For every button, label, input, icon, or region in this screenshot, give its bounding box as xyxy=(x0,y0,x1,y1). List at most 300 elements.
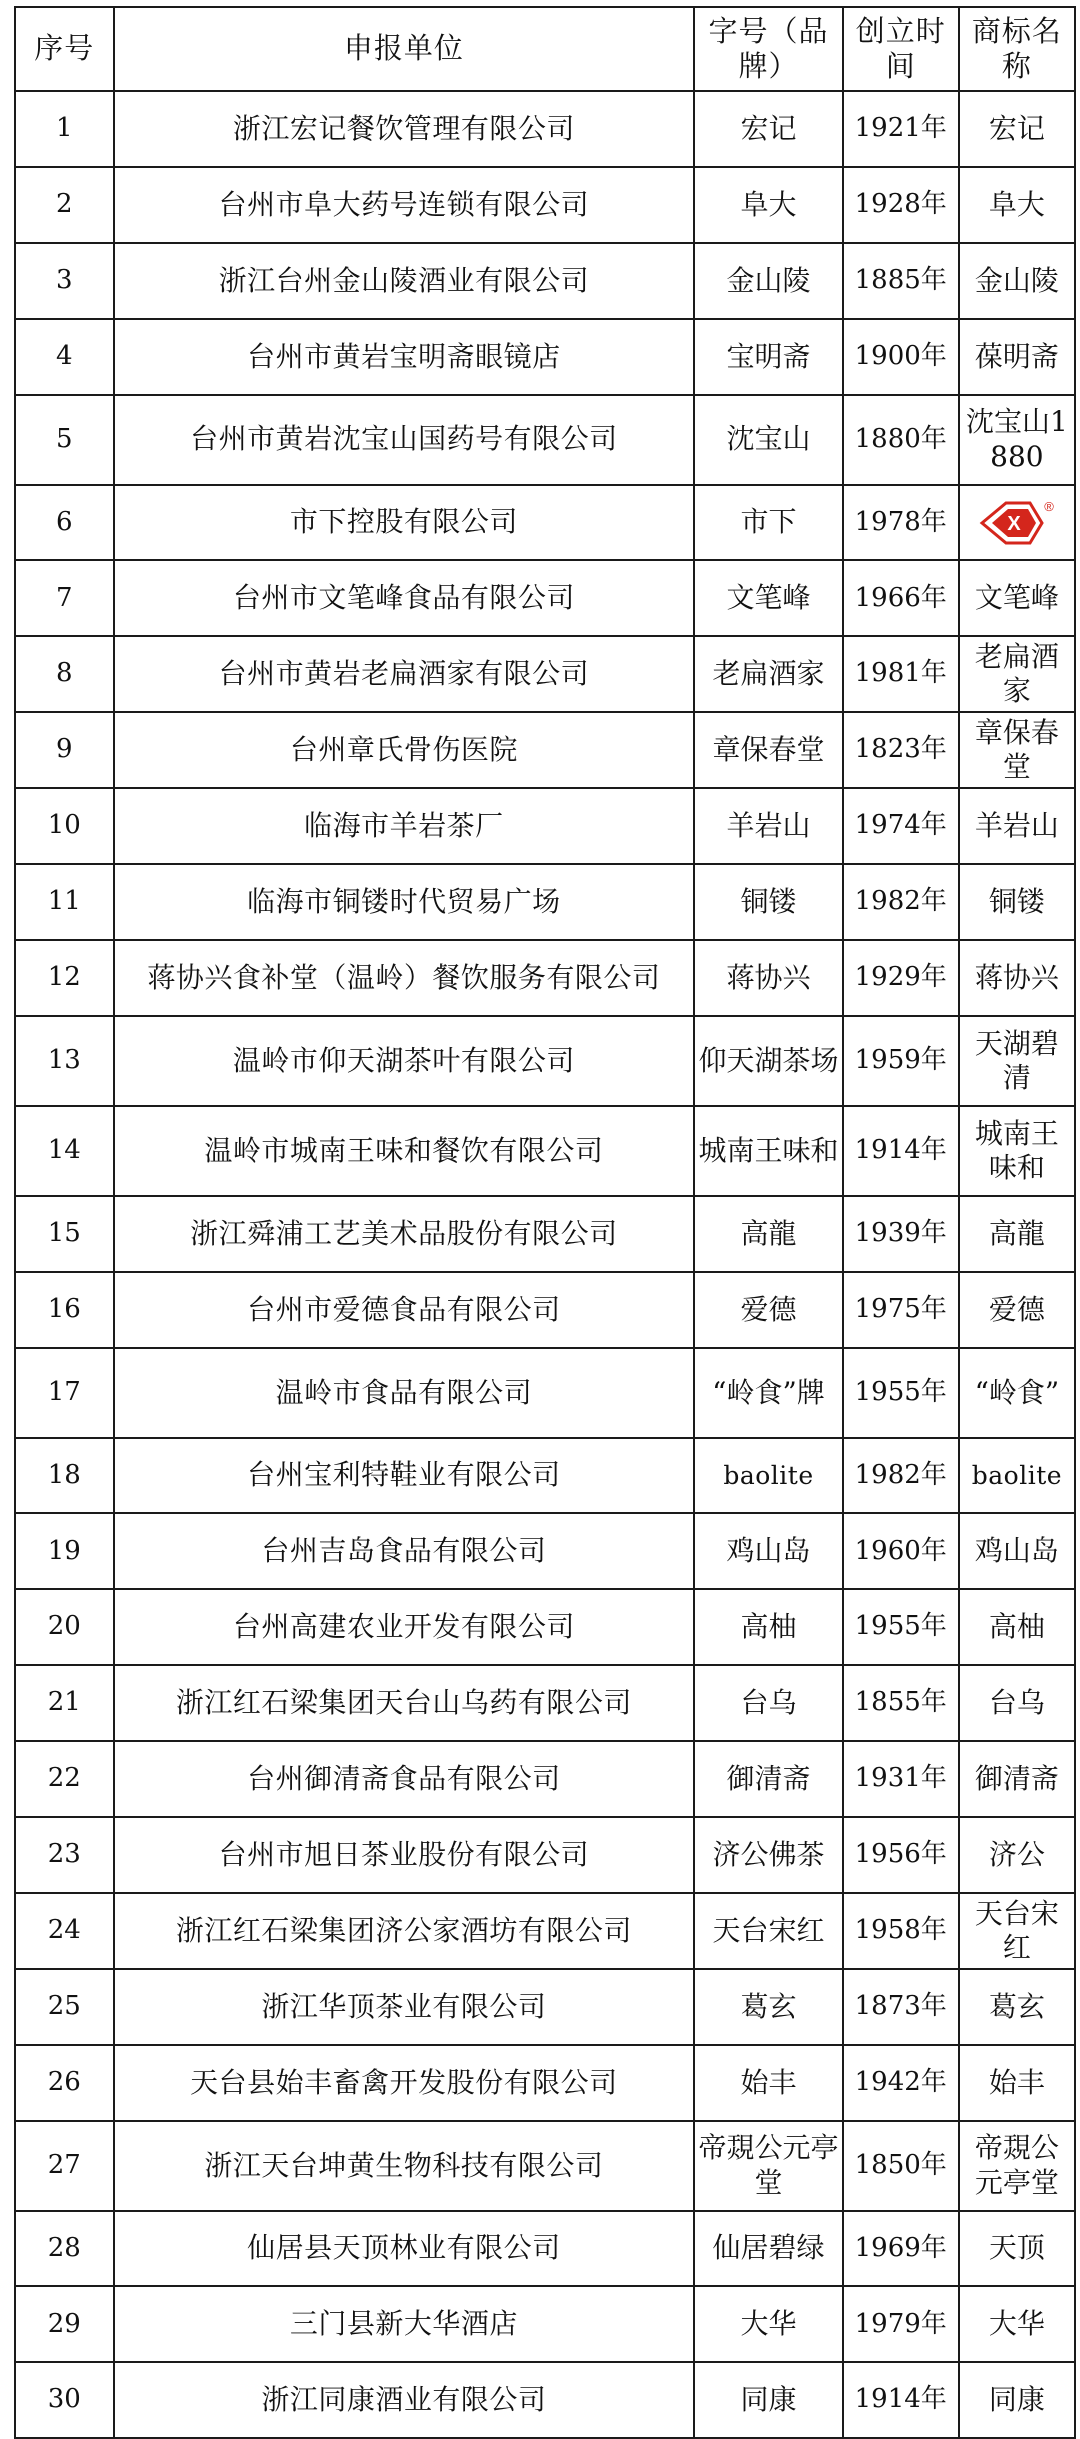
row-founded-year xyxy=(843,395,959,485)
row-brand-text: 阜大 xyxy=(740,187,797,221)
row-index-text: 9 xyxy=(55,734,73,765)
row-index-text: 2 xyxy=(55,188,73,219)
row-brand-text: 葛玄 xyxy=(740,1989,797,2023)
row-founded-year-text: 1855年 xyxy=(854,1687,947,1718)
table-row xyxy=(15,2045,1075,2121)
row-trademark-text: 阜大 xyxy=(988,187,1045,221)
row-unit-name xyxy=(114,2362,695,2438)
row-trademark xyxy=(959,2362,1075,2438)
row-index-text: 23 xyxy=(47,1839,81,1870)
row-brand xyxy=(694,712,842,788)
row-index xyxy=(15,2211,114,2287)
row-brand-text: 沈宝山 xyxy=(726,422,811,456)
row-trademark xyxy=(959,1272,1075,1348)
row-index xyxy=(15,864,114,940)
row-brand-text: 城南王味和 xyxy=(698,1133,839,1167)
row-founded-year-text: 1880年 xyxy=(854,423,947,454)
row-brand xyxy=(694,1513,842,1589)
row-brand-text: 仰天湖茶场 xyxy=(698,1043,839,1077)
row-unit-name-text: 浙江同康酒业有限公司 xyxy=(261,2383,547,2417)
row-brand-text: 羊岩山 xyxy=(726,808,811,842)
row-unit-name-text: 蒋协兴食补堂（温岭）餐饮服务有限公司 xyxy=(147,960,661,994)
row-index xyxy=(15,1589,114,1665)
row-index xyxy=(15,1893,114,1969)
table-row xyxy=(15,2286,1075,2362)
row-brand xyxy=(694,395,842,485)
row-brand-text: 鸡山岛 xyxy=(726,1534,811,1568)
row-unit-name-text: 浙江台州金山陵酒业有限公司 xyxy=(218,263,590,297)
row-founded-year-text: 1982年 xyxy=(854,1459,947,1490)
row-index xyxy=(15,2121,114,2211)
row-index xyxy=(15,243,114,319)
row-trademark xyxy=(959,636,1075,712)
heritage-brand-table-container xyxy=(14,6,1076,2417)
row-index xyxy=(15,940,114,1016)
row-trademark-text: 天台宋红 xyxy=(974,1896,1059,1964)
row-brand xyxy=(694,1969,842,2045)
row-founded-year xyxy=(843,1817,959,1893)
row-index-text: 16 xyxy=(47,1293,81,1324)
row-trademark xyxy=(959,560,1075,636)
row-index-text: 19 xyxy=(47,1535,81,1566)
row-founded-year xyxy=(843,485,959,561)
row-unit-name xyxy=(114,2045,695,2121)
row-brand xyxy=(694,2362,842,2438)
header-unit: 申报单位 xyxy=(114,7,695,91)
row-brand xyxy=(694,940,842,1016)
row-founded-year-text: 1939年 xyxy=(854,1217,947,1248)
row-brand-text: 宏记 xyxy=(740,111,797,145)
row-founded-year-text: 1981年 xyxy=(854,658,947,689)
row-brand xyxy=(694,2211,842,2287)
row-unit-name-text: 天台县始丰畜禽开发股份有限公司 xyxy=(190,2065,618,2099)
row-unit-name xyxy=(114,864,695,940)
row-founded-year-text: 1966年 xyxy=(854,582,947,613)
row-index-text: 7 xyxy=(55,582,73,613)
row-brand-text: 天台宋红 xyxy=(712,1913,825,1947)
row-founded-year xyxy=(843,2045,959,2121)
table-row xyxy=(15,2211,1075,2287)
row-index xyxy=(15,2286,114,2362)
row-founded-year xyxy=(843,1665,959,1741)
row-trademark-text: baolite xyxy=(971,1461,1063,1491)
row-trademark-text: 宏记 xyxy=(988,111,1045,145)
row-index-text: 1 xyxy=(55,113,73,144)
row-founded-year xyxy=(843,712,959,788)
row-brand xyxy=(694,1272,842,1348)
row-trademark-text: 铜镂 xyxy=(988,884,1045,918)
row-unit-name-text: 浙江红石梁集团济公家酒坊有限公司 xyxy=(175,1913,632,1947)
row-founded-year-text: 1929年 xyxy=(854,961,947,992)
row-founded-year xyxy=(843,788,959,864)
row-index xyxy=(15,485,114,561)
row-founded-year-text: 1942年 xyxy=(854,2066,947,2097)
row-index-text: 30 xyxy=(47,2384,81,2415)
row-index-text: 15 xyxy=(47,1217,81,1248)
row-founded-year xyxy=(843,1969,959,2045)
header-brand: 字号（品牌） xyxy=(694,7,842,91)
row-founded-year xyxy=(843,1106,959,1196)
row-founded-year xyxy=(843,319,959,395)
row-trademark xyxy=(959,864,1075,940)
row-trademark xyxy=(959,167,1075,243)
row-brand xyxy=(694,91,842,167)
row-brand-text: 宝明斋 xyxy=(726,339,811,373)
row-trademark-text: 爱德 xyxy=(988,1292,1045,1326)
row-unit-name-text: 浙江宏记餐饮管理有限公司 xyxy=(232,111,575,145)
row-unit-name-text: 台州御清斋食品有限公司 xyxy=(247,1762,561,1795)
row-index xyxy=(15,2362,114,2438)
row-trademark xyxy=(959,2286,1075,2362)
row-trademark-text: 羊岩山 xyxy=(974,808,1059,842)
row-unit-name-text: 三门县新大华酒店 xyxy=(289,2307,518,2341)
table-row xyxy=(15,319,1075,395)
logo-registered-mark: ® xyxy=(1044,498,1054,514)
table-row xyxy=(15,788,1075,864)
row-trademark xyxy=(959,1665,1075,1741)
table-row xyxy=(15,1893,1075,1969)
row-founded-year xyxy=(843,1272,959,1348)
row-index-text: 22 xyxy=(47,1763,81,1794)
row-trademark-text: 高龍 xyxy=(988,1216,1045,1250)
table-row xyxy=(15,91,1075,167)
row-index xyxy=(15,1817,114,1893)
row-unit-name-text: 浙江华顶茶业有限公司 xyxy=(261,1989,547,2023)
row-brand-text: 文笔峰 xyxy=(726,581,811,615)
row-brand xyxy=(694,1348,842,1438)
row-founded-year xyxy=(843,243,959,319)
row-founded-year xyxy=(843,167,959,243)
row-founded-year-text: 1900年 xyxy=(854,340,947,371)
row-index xyxy=(15,1438,114,1514)
row-unit-name-text: 浙江舜浦工艺美术品股份有限公司 xyxy=(190,1216,618,1250)
row-unit-name xyxy=(114,1969,695,2045)
row-trademark-text: 台乌 xyxy=(988,1686,1045,1720)
row-founded-year-text: 1955年 xyxy=(854,1376,947,1407)
row-unit-name xyxy=(114,1106,695,1196)
row-unit-name xyxy=(114,1016,695,1106)
trademark-logo-icon xyxy=(978,497,1056,549)
row-index-text: 12 xyxy=(47,961,81,992)
row-brand-text: 台乌 xyxy=(740,1686,797,1720)
table-row xyxy=(15,1438,1075,1514)
row-brand xyxy=(694,2286,842,2362)
row-trademark-text: 鸡山岛 xyxy=(974,1534,1059,1568)
row-trademark xyxy=(959,1741,1075,1817)
table-row xyxy=(15,560,1075,636)
row-founded-year xyxy=(843,2286,959,2362)
row-trademark xyxy=(959,1348,1075,1438)
row-index-text: 21 xyxy=(47,1687,81,1718)
row-index-text: 24 xyxy=(47,1915,81,1945)
logo-letter: X xyxy=(1007,512,1021,535)
row-brand xyxy=(694,485,842,561)
row-trademark-text: 御清斋 xyxy=(974,1762,1059,1795)
row-founded-year xyxy=(843,560,959,636)
row-brand-text: 爱德 xyxy=(740,1292,797,1326)
table-row xyxy=(15,485,1075,561)
row-founded-year-text: 1960年 xyxy=(854,1535,947,1566)
row-index xyxy=(15,636,114,712)
row-trademark xyxy=(959,1513,1075,1589)
row-brand xyxy=(694,167,842,243)
row-index xyxy=(15,712,114,788)
row-founded-year-text: 1982年 xyxy=(854,886,947,917)
row-brand-text: baolite xyxy=(723,1461,814,1491)
row-founded-year xyxy=(843,1348,959,1438)
row-unit-name-text: 台州市爱德食品有限公司 xyxy=(247,1292,561,1326)
row-index xyxy=(15,560,114,636)
row-founded-year-text: 1885年 xyxy=(854,264,947,295)
row-unit-name-text: 浙江红石梁集团天台山乌药有限公司 xyxy=(175,1686,632,1720)
row-trademark xyxy=(959,1016,1075,1106)
row-brand-text: 老扁酒家 xyxy=(712,657,825,691)
row-trademark-text: 天湖碧清 xyxy=(974,1026,1059,1094)
row-founded-year-text: 1975年 xyxy=(854,1293,947,1324)
row-founded-year xyxy=(843,1513,959,1589)
row-founded-year xyxy=(843,2362,959,2438)
row-brand-text: 同康 xyxy=(740,2383,797,2417)
row-unit-name-text: 温岭市仰天湖茶叶有限公司 xyxy=(232,1043,575,1077)
row-brand xyxy=(694,1817,842,1893)
row-trademark-text: 始丰 xyxy=(988,2065,1045,2099)
row-trademark xyxy=(959,1817,1075,1893)
row-brand xyxy=(694,560,842,636)
row-index-text: 3 xyxy=(55,264,73,295)
row-trademark-text: “岭食” xyxy=(974,1375,1060,1409)
table-row xyxy=(15,243,1075,319)
row-founded-year xyxy=(843,940,959,1016)
row-unit-name-text: 浙江天台坤黄生物科技有限公司 xyxy=(204,2148,604,2182)
row-unit-name xyxy=(114,1665,695,1741)
table-header-row xyxy=(15,7,1075,91)
header-founded: 创立时间 xyxy=(843,7,959,91)
row-founded-year xyxy=(843,91,959,167)
row-founded-year-text: 1921年 xyxy=(854,113,947,144)
row-brand xyxy=(694,1438,842,1514)
table-row xyxy=(15,2121,1075,2211)
row-brand xyxy=(694,788,842,864)
row-unit-name xyxy=(114,1272,695,1348)
row-founded-year-text: 1958年 xyxy=(854,1915,947,1945)
row-brand-text: “岭食”牌 xyxy=(712,1375,825,1409)
row-trademark xyxy=(959,1438,1075,1514)
row-founded-year xyxy=(843,1438,959,1514)
row-founded-year xyxy=(843,1589,959,1665)
row-founded-year-text: 1969年 xyxy=(854,2232,947,2263)
row-unit-name xyxy=(114,1741,695,1817)
row-index-text: 18 xyxy=(47,1459,81,1490)
row-founded-year-text: 1956年 xyxy=(854,1839,947,1870)
row-index xyxy=(15,1016,114,1106)
row-brand xyxy=(694,636,842,712)
row-trademark-text: 葛玄 xyxy=(988,1989,1045,2023)
row-index-text: 4 xyxy=(55,340,73,371)
row-unit-name-text: 台州市旭日茶业股份有限公司 xyxy=(218,1837,590,1871)
row-index-text: 20 xyxy=(47,1611,81,1642)
row-trademark xyxy=(959,1589,1075,1665)
row-index xyxy=(15,788,114,864)
row-trademark-text: 蒋协兴 xyxy=(974,960,1059,994)
table-row xyxy=(15,1272,1075,1348)
row-unit-name-text: 台州市黄岩宝明斋眼镜店 xyxy=(247,339,561,373)
row-unit-name xyxy=(114,243,695,319)
row-index xyxy=(15,167,114,243)
row-trademark-text: 高柚 xyxy=(988,1610,1045,1644)
row-founded-year-text: 1978年 xyxy=(854,506,947,537)
row-founded-year xyxy=(843,1741,959,1817)
row-unit-name-text: 仙居县天顶林业有限公司 xyxy=(247,2231,561,2265)
row-index-text: 29 xyxy=(47,2308,81,2339)
row-trademark xyxy=(959,940,1075,1016)
table-row xyxy=(15,864,1075,940)
row-trademark xyxy=(959,243,1075,319)
row-trademark-text: 大华 xyxy=(988,2307,1045,2341)
row-brand xyxy=(694,1106,842,1196)
row-brand-text: 济公佛茶 xyxy=(712,1837,825,1871)
table-row xyxy=(15,1741,1075,1817)
row-unit-name xyxy=(114,1893,695,1969)
row-unit-name-text: 台州宝利特鞋业有限公司 xyxy=(247,1458,561,1492)
table-row xyxy=(15,1106,1075,1196)
row-unit-name-text: 台州高建农业开发有限公司 xyxy=(232,1610,575,1644)
row-founded-year xyxy=(843,1893,959,1969)
row-trademark-text: 帝覝公元亭堂 xyxy=(974,2131,1059,2199)
row-index xyxy=(15,1513,114,1589)
row-founded-year-text: 1823年 xyxy=(854,734,947,765)
row-founded-year-text: 1914年 xyxy=(854,1134,947,1165)
row-trademark xyxy=(959,1106,1075,1196)
row-unit-name xyxy=(114,1817,695,1893)
row-unit-name xyxy=(114,485,695,561)
row-unit-name xyxy=(114,1438,695,1514)
row-unit-name-text: 临海市羊岩茶厂 xyxy=(304,808,504,842)
table-row xyxy=(15,712,1075,788)
row-index-text: 10 xyxy=(47,810,81,841)
row-founded-year-text: 1931年 xyxy=(854,1763,947,1794)
row-unit-name xyxy=(114,2286,695,2362)
row-brand-text: 始丰 xyxy=(740,2065,797,2099)
row-unit-name-text: 台州章氏骨伤医院 xyxy=(289,733,518,767)
row-index-text: 14 xyxy=(47,1134,81,1165)
row-founded-year-text: 1979年 xyxy=(854,2308,947,2339)
row-index-text: 27 xyxy=(47,2149,81,2180)
row-index-text: 11 xyxy=(47,886,81,917)
row-index xyxy=(15,319,114,395)
row-index xyxy=(15,1272,114,1348)
row-index-text: 25 xyxy=(47,1990,81,2021)
row-unit-name xyxy=(114,395,695,485)
table-row xyxy=(15,1589,1075,1665)
row-index xyxy=(15,91,114,167)
row-brand xyxy=(694,2045,842,2121)
row-founded-year xyxy=(843,864,959,940)
table-row xyxy=(15,1348,1075,1438)
table-row xyxy=(15,167,1075,243)
row-brand xyxy=(694,1665,842,1741)
row-trademark-text: 葆明斋 xyxy=(974,339,1059,373)
row-trademark-text: 章保春堂 xyxy=(974,716,1059,784)
row-index xyxy=(15,1348,114,1438)
row-unit-name xyxy=(114,560,695,636)
row-trademark xyxy=(959,2211,1075,2287)
row-index-text: 17 xyxy=(47,1376,81,1407)
row-trademark xyxy=(959,1196,1075,1272)
row-unit-name-text: 台州市文笔峰食品有限公司 xyxy=(232,581,575,615)
table-row xyxy=(15,636,1075,712)
row-unit-name-text: 温岭市食品有限公司 xyxy=(275,1375,533,1409)
row-unit-name-text: 台州市阜大药号连锁有限公司 xyxy=(218,187,590,221)
row-unit-name xyxy=(114,940,695,1016)
row-unit-name xyxy=(114,1589,695,1665)
row-unit-name xyxy=(114,788,695,864)
table-row xyxy=(15,1513,1075,1589)
table-row xyxy=(15,1016,1075,1106)
row-trademark xyxy=(959,395,1075,485)
row-trademark-text: 济公 xyxy=(988,1837,1045,1871)
table-row xyxy=(15,1665,1075,1741)
row-brand xyxy=(694,2121,842,2211)
row-brand-text: 章保春堂 xyxy=(712,733,825,767)
row-index xyxy=(15,1665,114,1741)
table-body xyxy=(15,91,1075,2438)
row-unit-name xyxy=(114,1196,695,1272)
row-unit-name xyxy=(114,1348,695,1438)
row-unit-name xyxy=(114,91,695,167)
row-unit-name xyxy=(114,167,695,243)
row-trademark-text: 天顶 xyxy=(988,2231,1045,2265)
row-unit-name-text: 台州吉岛食品有限公司 xyxy=(261,1534,547,1568)
row-brand xyxy=(694,243,842,319)
row-unit-name-text: 台州市黄岩沈宝山国药号有限公司 xyxy=(190,422,618,456)
row-brand-text: 大华 xyxy=(740,2307,797,2341)
row-founded-year xyxy=(843,1016,959,1106)
row-brand xyxy=(694,1196,842,1272)
row-brand-text: 御清斋 xyxy=(726,1762,811,1795)
row-trademark-text: 金山陵 xyxy=(974,263,1059,297)
row-trademark-text: 城南王味和 xyxy=(974,1116,1059,1184)
row-brand xyxy=(694,1893,842,1969)
row-trademark xyxy=(959,1893,1075,1969)
row-founded-year-text: 1959年 xyxy=(854,1044,947,1075)
row-index-text: 8 xyxy=(55,658,73,689)
row-brand xyxy=(694,1741,842,1817)
row-unit-name xyxy=(114,2211,695,2287)
table-row xyxy=(15,1817,1075,1893)
header-trademark: 商标名称 xyxy=(959,7,1075,91)
row-unit-name-text: 温岭市城南王味和餐饮有限公司 xyxy=(204,1133,604,1167)
row-founded-year-text: 1974年 xyxy=(854,810,947,841)
row-trademark xyxy=(959,1969,1075,2045)
table-row xyxy=(15,940,1075,1016)
row-index xyxy=(15,1741,114,1817)
row-trademark xyxy=(959,712,1075,788)
row-index xyxy=(15,1969,114,2045)
row-index-text: 28 xyxy=(47,2232,81,2263)
row-index xyxy=(15,2045,114,2121)
row-trademark xyxy=(959,788,1075,864)
row-founded-year-text: 1928年 xyxy=(854,188,947,219)
row-brand-text: 金山陵 xyxy=(726,263,811,297)
row-trademark-text: 同康 xyxy=(988,2383,1045,2417)
row-unit-name xyxy=(114,636,695,712)
row-founded-year xyxy=(843,1196,959,1272)
row-brand xyxy=(694,1589,842,1665)
row-founded-year xyxy=(843,2121,959,2211)
row-brand xyxy=(694,1016,842,1106)
row-trademark xyxy=(959,319,1075,395)
row-brand-text: 市下 xyxy=(740,505,797,539)
